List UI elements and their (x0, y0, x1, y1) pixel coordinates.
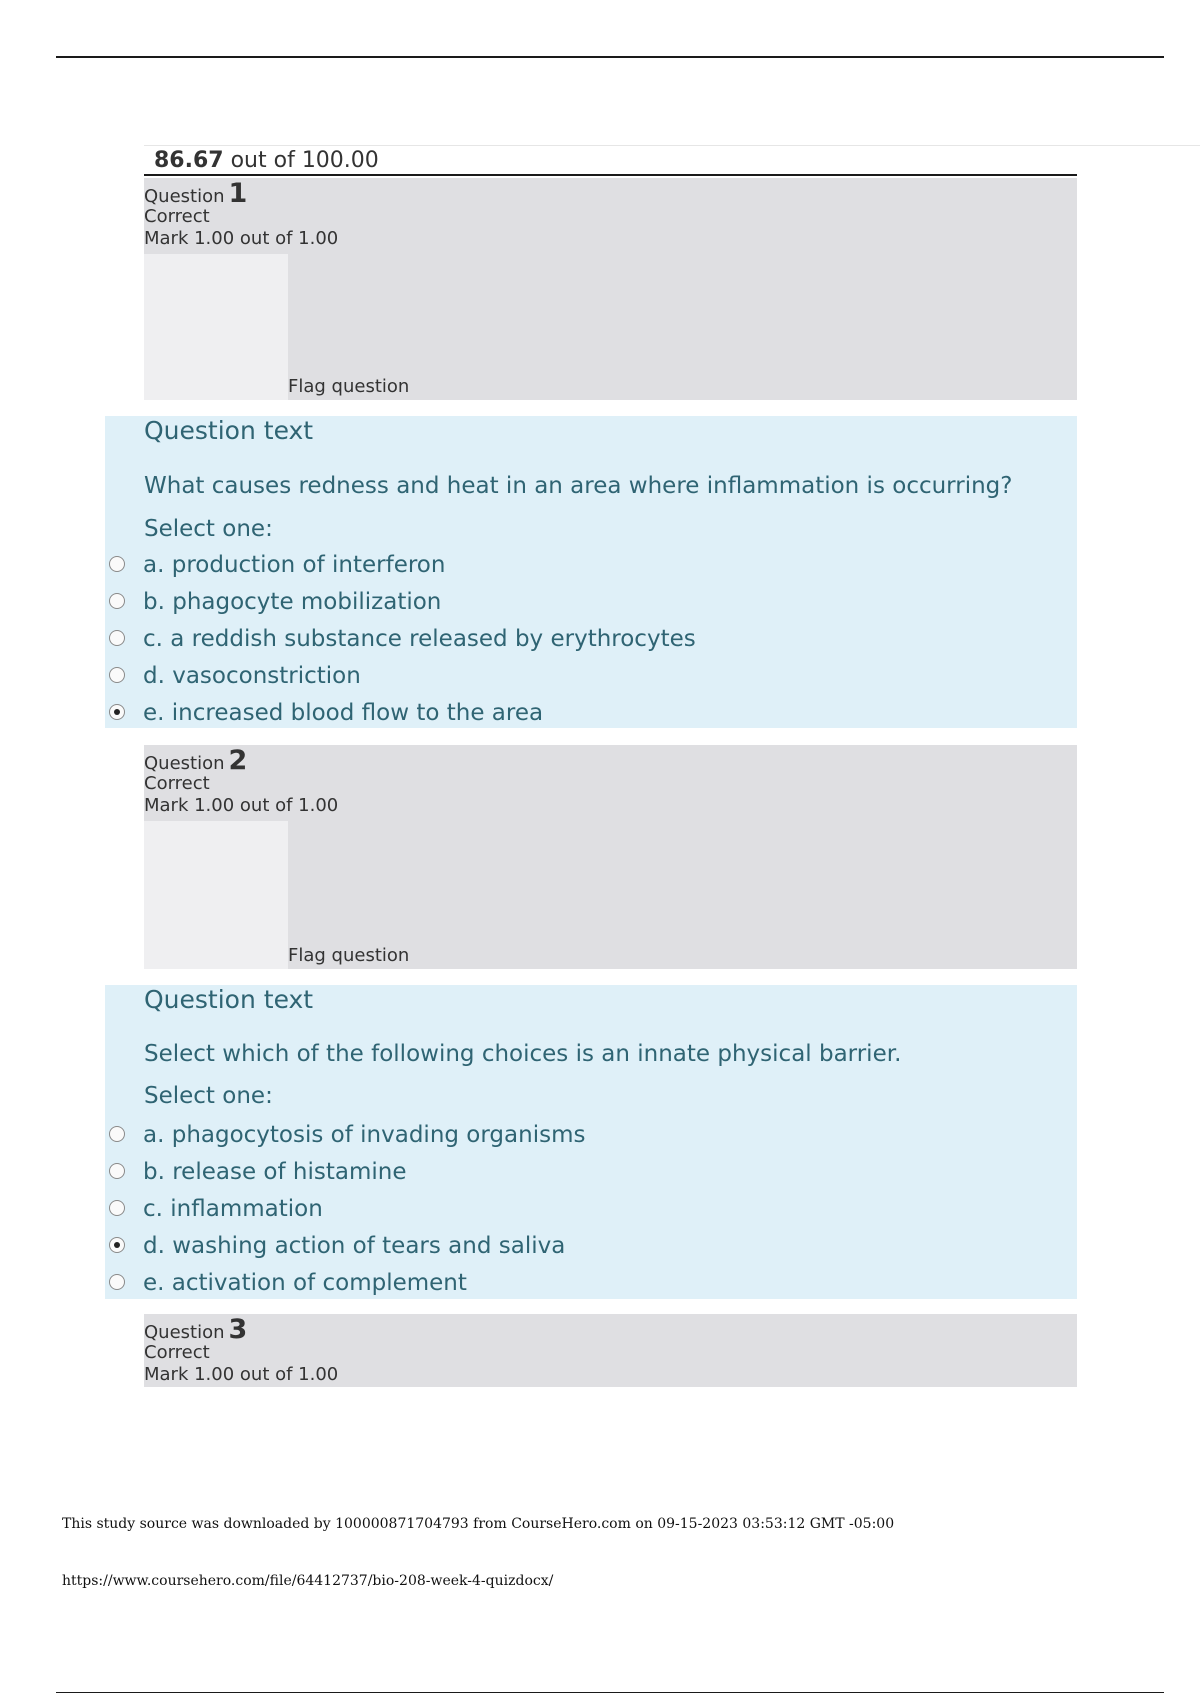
answer-option[interactable] (105, 1268, 1077, 1302)
grade-score: 86.67 (154, 148, 224, 173)
question-label: Question (144, 753, 225, 774)
question-number-value: 2 (228, 745, 248, 776)
answer-label: c. inflammation (143, 1196, 323, 1222)
radio-button[interactable] (109, 556, 125, 572)
question-number (144, 178, 1077, 209)
radio-button[interactable] (109, 1126, 125, 1142)
answer-label: b. release of histamine (143, 1159, 407, 1185)
flag-question-link[interactable]: Flag question (288, 376, 410, 397)
flag-box (144, 254, 288, 400)
question-number (144, 745, 1077, 776)
answer-label: d. vasoconstriction (143, 663, 361, 689)
radio-button[interactable] (109, 667, 125, 683)
answer-option[interactable] (105, 1157, 1077, 1191)
answer-option-selected[interactable] (105, 698, 1077, 732)
answer-label: e. activation of complement (143, 1270, 467, 1296)
select-one-label: Select one: (144, 1083, 273, 1109)
question-3-info (144, 1314, 1077, 1387)
radio-button-selected[interactable] (109, 1237, 125, 1253)
download-notice: This study source was downloaded by 100000871704793 from CourseHero.com on 09-15-2023 03:53:12 GMT -05:00 (62, 1516, 895, 1532)
radio-button-selected[interactable] (109, 704, 125, 720)
grade-value (144, 146, 1077, 176)
radio-button[interactable] (109, 1163, 125, 1179)
radio-button[interactable] (109, 1274, 125, 1290)
answer-label: d. washing action of tears and saliva (143, 1233, 566, 1259)
answer-option-selected[interactable] (105, 1231, 1077, 1265)
grade-row (144, 145, 1200, 177)
answer-option[interactable] (105, 1120, 1077, 1154)
question-number-value: 1 (228, 178, 248, 209)
answer-option[interactable] (105, 550, 1077, 584)
question-mark: Mark 1.00 out of 1.00 (144, 1364, 339, 1385)
question-2-content (105, 985, 1077, 1299)
answer-label: a. phagocytosis of invading organisms (143, 1122, 586, 1148)
bottom-rule (56, 1692, 1164, 1693)
question-label: Question (144, 186, 225, 207)
answer-option[interactable] (105, 587, 1077, 621)
answer-label: b. phagocyte mobilization (143, 589, 442, 615)
question-1-content (105, 416, 1077, 728)
question-state: Correct (144, 206, 210, 227)
radio-button[interactable] (109, 1200, 125, 1216)
top-rule (56, 56, 1164, 58)
question-prompt: Select which of the following choices is an innate physical barrier. (144, 1041, 902, 1067)
question-text-heading: Question text (144, 985, 314, 1014)
question-state: Correct (144, 1342, 210, 1363)
source-url[interactable]: https://www.coursehero.com/file/64412737/bio-208-week-4-quizdocx/ (62, 1573, 554, 1589)
question-number-value: 3 (228, 1314, 248, 1345)
radio-button[interactable] (109, 630, 125, 646)
question-text-heading: Question text (144, 416, 314, 445)
question-prompt: What causes redness and heat in an area where inflammation is occurring? (144, 473, 1013, 499)
answer-option[interactable] (105, 1194, 1077, 1228)
answer-label: c. a reddish substance released by erythrocytes (143, 626, 696, 652)
question-mark: Mark 1.00 out of 1.00 (144, 795, 339, 816)
question-number (144, 1314, 1077, 1345)
answer-label: e. increased blood flow to the area (143, 700, 544, 726)
question-2-info (144, 745, 1077, 969)
answer-label: a. production of interferon (143, 552, 446, 578)
grade-suffix: out of 100.00 (230, 148, 379, 173)
question-mark: Mark 1.00 out of 1.00 (144, 228, 339, 249)
answer-option[interactable] (105, 661, 1077, 695)
question-label: Question (144, 1322, 225, 1343)
select-one-label: Select one: (144, 516, 273, 542)
radio-button[interactable] (109, 593, 125, 609)
answer-option[interactable] (105, 624, 1077, 658)
flag-question-link[interactable]: Flag question (288, 945, 410, 966)
question-state: Correct (144, 773, 210, 794)
flag-box (144, 821, 288, 969)
question-1-info (144, 178, 1077, 400)
